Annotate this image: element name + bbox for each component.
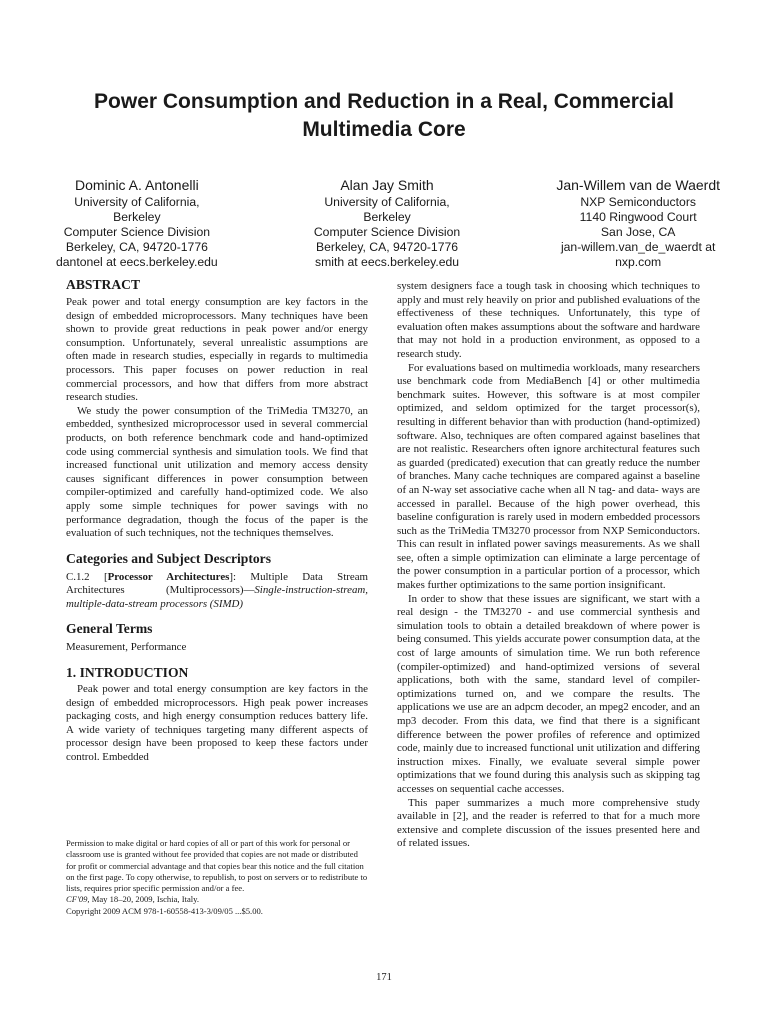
author-2 [314, 176, 460, 270]
conference-details: May 18–20, 2009, Ischia, Italy. [89, 894, 200, 905]
body-paragraph: For evaluations based on multimedia workloads, many researchers use benchmark code from MediaBench [4] or other multimedia benchmark suites. However, this software is at most compiler optimized, and seldom optimized for the target processor(s), resulting in different behavior than with production (hand-optimized) software. Also, techniques are often compared against baselines that are not realistic. Researchers often ignore architectural features such as guarded (predicated) execution that can greatly reduce the number of branches. Many cache techniques are compared against a baseline of an N-way set associative cache when all N tag- and data- ways are accessed in parallel. Because of the high power overhead, this baseline configuration is rarely used in modern embedded processors such as the TriMedia TM3270 processor from NXP Semiconductors. This can result in inflated power savings measurements. As we shall see, often a simple optimization can eliminate a large percentage of the power consumption in a particular portion of a processor, which makes further optimizations to the same portion insignificant. [397, 361, 700, 592]
author-affiliation: NXP Semiconductors [580, 195, 696, 209]
abstract-heading: ABSTRACT [66, 277, 141, 292]
body-paragraph: This paper summarizes a much more comprehensive study available in [2], and the reader is referred to that for a much more extensive and complete discussion of the issues presented here and of related issues. [397, 796, 700, 850]
paper-title: Power Consumption and Reduction in a Real, Commercial Multimedia Core [94, 90, 674, 141]
author-address: Berkeley, CA, 94720-1776 [65, 240, 208, 254]
introduction-paragraph: Peak power and total energy consumption are key factors in the design of embedded microprocessors. High peak power increases packaging costs, and high energy consumption reduces battery life. A wide variety of techniques targeting many different aspects of processor design have been proposed to keep these factors under control. Embedded [66, 683, 368, 764]
introduction-heading: 1. INTRODUCTION [66, 665, 189, 681]
permission-text: Permission to make digital or hard copies of all or part of this work for personal or classroom use is granted without fee provided that copies are not made or distributed for profit or commercial advantage and that copies bear this notice and the full citation on the first page. To copy otherwise, to republish, to post on servers or to redistribute to lists, requires prior specific permission and/or a fee. [66, 838, 368, 894]
author-name: Dominic A. Antonelli [74, 177, 199, 193]
author-department: Computer Science Division [313, 225, 461, 239]
author-email: dantonel at eecs.berkeley.edu [56, 255, 218, 269]
author-email: nxp.com [615, 255, 662, 269]
author-address: Berkeley, CA, 94720-1776 [316, 240, 459, 254]
author-block [56, 176, 720, 270]
author-affiliation: University of California, [324, 195, 450, 209]
general-terms-text: Measurement, Performance [66, 641, 187, 654]
conference-name: CF'09, [66, 894, 90, 905]
general-terms-heading: General Terms [66, 621, 153, 637]
categories-text [66, 571, 368, 612]
author-affiliation: Berkeley [113, 210, 161, 224]
abstract-paragraph: Peak power and total energy consumption are key factors in the design of embedded microprocessors. Many techniques have been shown to provide great reductions in peak power and/or energy consumption. Unfortunately, several unrealistic assumptions are often made in research studies, especially in regards to multimedia processors. This paper focuses on power reduction in real commercial processors, and how that differs from more abstract research studies. [66, 296, 368, 404]
right-column [397, 280, 700, 851]
left-column [66, 276, 368, 765]
author-3 [556, 176, 720, 270]
categories-heading: Categories and Subject Descriptors [66, 550, 272, 566]
author-address: 1140 Ringwood Court [579, 210, 697, 224]
body-paragraph: In order to show that these issues are significant, we start with a real design - the TM3270 - and use commercial synthesis and simulation tools to obtain a detailed breakdown of where power is being consumed. This yields accurate power consumption data, at the cost of large amounts of simulation time. We run both reference (compiler-optimized) and hand-optimized versions of several applications, both with the same, standard level of compiler-optimizations turned on, and we compare the results. The applications we use are an adpcm decoder, an mpeg2 encoder, and an mp3 decoder. From this data, we find that there is a significant difference between the power profiles of reference and optimized code, mainly due to increased functional unit utilization and differing instruction mixes. Finally, we evaluate several simple power optimizations that we found during this analysis such as skipping tag accesses on sequential cache accesses. [397, 592, 700, 795]
body-paragraph: system designers face a tough task in choosing which techniques to apply and must rely heavily on prior and published evaluations of the effectiveness of these techniques. Unfortunately, this type of evaluation often makes assumptions about the software and hardware that may not hold in a production environment, as opposed to a research study. [397, 280, 700, 360]
abstract-paragraph: We study the power consumption of the TriMedia TM3270, an embedded, synthesized microprocessor used in several commercial products, on both reference benchmark code and hand-optimized code using commercial synthesis and simulation tools. We find that increased functional unit utilization and memory access density causes significant differences in power consumption between compiler-optimized and carefully hand-optimized code. We also apply some simple techniques for power savings with no performance degradation, though the focus of the paper is the evaluation of such techniques, not the techniques themselves. [66, 404, 368, 540]
author-1 [56, 176, 218, 270]
categories-italic: Single-instruction-stream, multiple-data-stream processors (SIMD) [66, 584, 368, 610]
categories-code: C.1.2 [ [66, 570, 108, 583]
conference-line [66, 894, 368, 905]
author-email: smith at eecs.berkeley.edu [314, 255, 460, 269]
copyright-line: Copyright 2009 ACM 978-1-60558-413-3/09/05 ...$5.00. [66, 905, 263, 916]
categories-bold: Processor Architectures [107, 570, 230, 583]
author-name: Jan-Willem van de Waerdt [556, 177, 720, 193]
author-affiliation: Berkeley [363, 210, 411, 224]
author-name: Alan Jay Smith [340, 177, 434, 193]
author-address: San Jose, CA [600, 225, 676, 239]
author-affiliation: University of California, [74, 195, 200, 209]
categories-mid: ]: Multiple Data Stream Architectures (Multiprocessors)— [66, 570, 368, 597]
author-department: Computer Science Division [63, 225, 211, 239]
permission-notice [66, 838, 368, 917]
page-number: 171 [376, 972, 392, 983]
author-email: jan-willem.van_de_waerdt at [560, 240, 716, 254]
